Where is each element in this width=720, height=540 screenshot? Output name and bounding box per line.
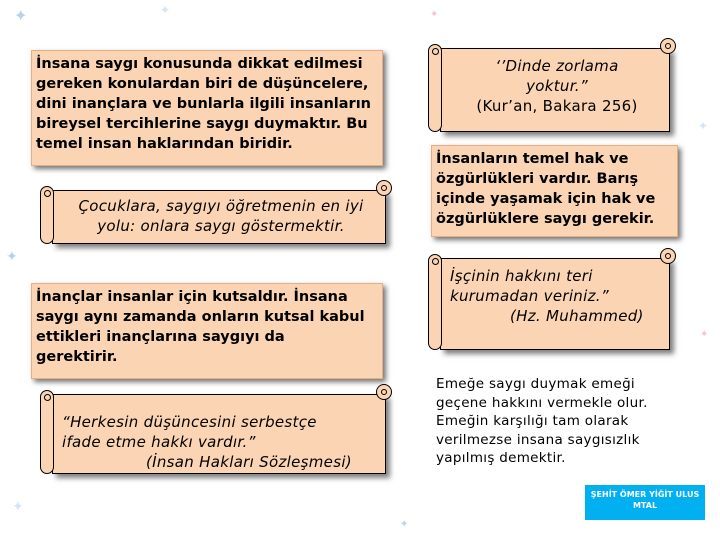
text-line: İnançlar insanlar için kutsaldır. İnsana — [36, 289, 348, 305]
text-line: ‘’Dinde zorlama — [495, 57, 619, 75]
sparkle-decoration: ✦ — [14, 6, 28, 25]
scroll-roll-left — [428, 254, 442, 350]
text-line: geçene hakkını vermekle olur. — [436, 394, 648, 411]
school-badge — [585, 485, 705, 520]
text-line: kurumadan veriniz.” — [450, 287, 609, 305]
text-line: Emeğe saygı duymak emeği — [436, 376, 635, 392]
text-line: temel insan haklarından biridir. — [36, 136, 293, 152]
badge-line-2: MTAL — [632, 501, 658, 510]
text-line: ettikleri inançlarına saygıyı da — [36, 329, 285, 345]
quran-quote-scroll — [428, 38, 676, 138]
scroll-text — [62, 412, 380, 472]
scroll-roll-left — [40, 186, 54, 244]
text-line: dini inançlara ve bunlarla ilgili insanların — [36, 96, 372, 112]
beliefs-box — [31, 283, 383, 379]
text-line: (İnsan Hakları Sözleşmesi) — [146, 453, 352, 471]
labor-respect-text — [436, 375, 696, 468]
sparkle-decoration: ✦ — [698, 119, 709, 133]
children-respect-scroll — [40, 180, 392, 250]
text-line: bireysel tercihlerine saygı duymaktır. Bu — [36, 116, 368, 132]
scroll-roll-left — [40, 390, 54, 474]
sparkle-decoration: ✦ — [6, 249, 18, 265]
text-line: (Kur’an, Bakara 256) — [476, 97, 638, 115]
text-line: (Hz. Muhammed) — [510, 307, 644, 325]
badge-line-1: ŞEHİT ÖMER YİĞİT ULUS — [590, 490, 700, 499]
text-line: Çocuklara, saygıyı öğretmenin en iyi — [78, 197, 364, 215]
text-line: verilmezse insana saygısızlık — [436, 431, 640, 448]
scroll-roll-left — [428, 44, 442, 132]
text-line: İşçinin hakkını teri — [450, 267, 593, 285]
text-line: özgürlüklere saygı gerekir. — [436, 211, 655, 227]
freedoms-box — [431, 145, 678, 237]
sparkle-decoration: ✦ — [400, 519, 409, 530]
text-line: ifade etme hakkı vardır.” — [62, 433, 256, 451]
text-line: “Herkesin düşüncesini serbestçe — [62, 413, 317, 431]
sparkle-decoration: ✦ — [160, 3, 171, 17]
respect-definition-box — [31, 50, 383, 166]
scroll-roll-top — [376, 384, 392, 400]
text-line: İnsanların temel hak ve — [436, 151, 629, 167]
scroll-roll-top — [660, 38, 676, 54]
text-line: Emeğin karşılığı tam olarak — [436, 413, 629, 429]
scroll-roll-top — [660, 248, 676, 264]
text-line: İnsana saygı konusunda dikkat edilmesi — [36, 56, 363, 72]
scroll-roll-top — [376, 180, 392, 196]
sparkle-decoration: ✦ — [700, 329, 709, 340]
text-line: yapılmış demektir. — [436, 450, 566, 466]
sparkle-decoration: ✦ — [12, 499, 24, 515]
prophet-quote-scroll — [428, 248, 676, 356]
human-rights-quote-scroll — [40, 384, 392, 480]
text-line: saygı aynı zamanda onların kutsal kabul — [36, 309, 365, 325]
scroll-text — [450, 266, 664, 348]
scroll-text — [62, 196, 380, 242]
text-line: özgürlükleri vardır. Barış — [436, 171, 639, 187]
scroll-text — [450, 56, 664, 130]
sparkle-decoration: ✦ — [430, 9, 439, 20]
text-line: yolu: onlara saygı göstermektir. — [97, 217, 345, 235]
text-line: yoktur.” — [526, 77, 588, 95]
text-line: gereken konulardan biri de düşüncelere, — [36, 76, 369, 92]
text-line: içinde yaşamak için hak ve — [436, 191, 656, 207]
text-line: gerektirir. — [36, 349, 118, 365]
